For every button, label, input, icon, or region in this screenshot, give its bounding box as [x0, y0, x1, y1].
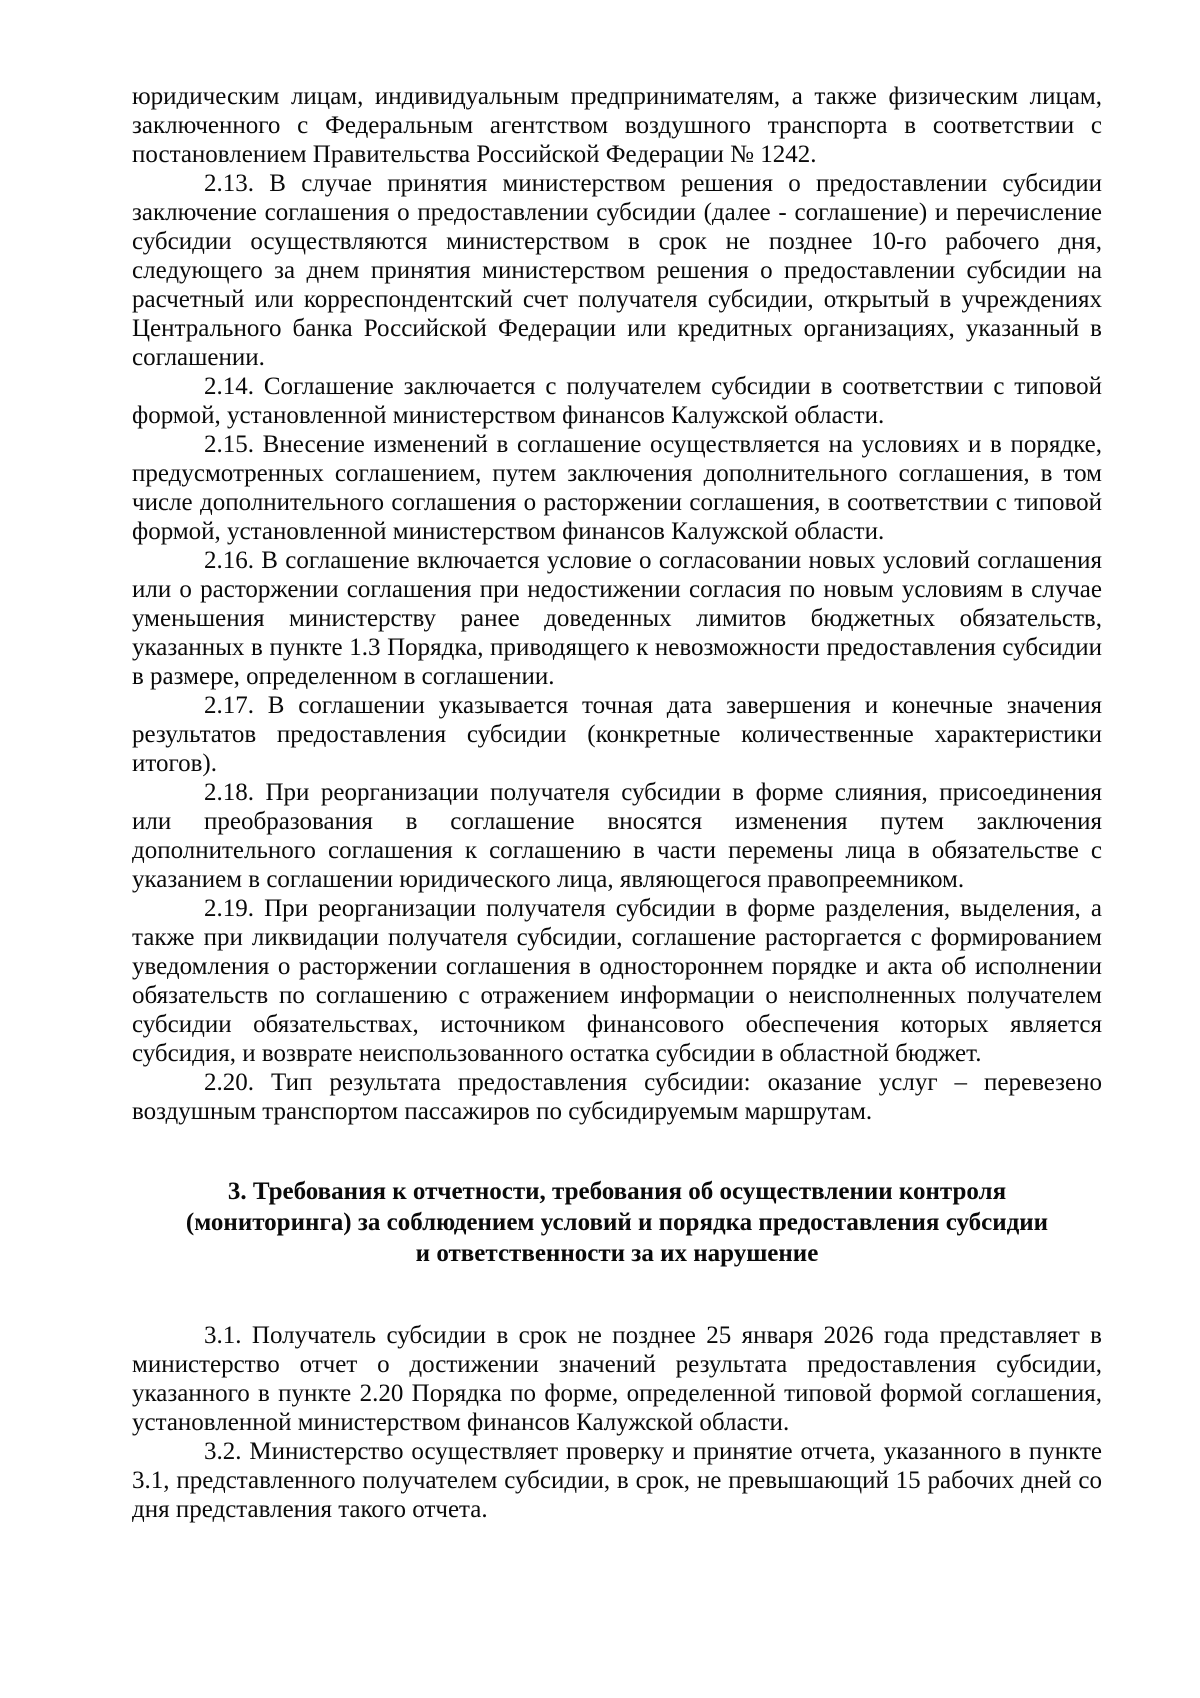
paragraph-2-14: 2.14. Соглашение заключается с получателем субсидии в соответствии с типовой формой, установленной министерством финансов Калужской области. — [132, 373, 1102, 429]
paragraph-3-2: 3.2. Министерство осуществляет проверку и принятие отчета, указанного в пункте 3.1, представленного получателем субсидии, в срок, не превышающий 15 рабочих дней со дня представления такого отчета. — [132, 1438, 1102, 1523]
section-3-heading-line-2: (мониторинга) за соблюдением условий и порядка предоставления субсидии — [185, 1209, 1049, 1236]
paragraph-2-16: 2.16. В соглашение включается условие о согласовании новых условий соглашения или о расторжении соглашения при недостижении согласия по новым условиям в случае уменьшения министерству ранее доведенных лимитов бюджетных обязательств, указанных в пункте 1.3 Порядка, приводящего к невозможности предоставления субсидии в размере, определенном в соглашении. — [132, 547, 1102, 690]
paragraph-2-15: 2.15. Внесение изменений в соглашение осуществляется на условиях и в порядке, предусмотренных соглашением, путем заключения дополнительного соглашения, в том числе дополнительного соглашения о расторжении соглашения, в соответствии с типовой формой, установленной министерством финансов Калужской области. — [132, 431, 1102, 545]
paragraph-2-19: 2.19. При реорганизации получателя субсидии в форме разделения, выделения, а также при ликвидации получателя субсидии, соглашение расторгается с формированием уведомления о расторжении соглашения в одностороннем порядке и акта об исполнении обязательств по соглашению с отражением информации о неисполненных получателем субсидии обязательствах, источником финансового обеспечения которых является субсидия, и возврате неиспользованного остатка субсидии в областной бюджет. — [132, 895, 1102, 1067]
section-3-heading-line-1: 3. Требования к отчетности, требования об осуществлении контроля — [227, 1178, 1007, 1205]
paragraph-2-13: 2.13. В случае принятия министерством решения о предоставлении субсидии заключение соглашения о предоставлении субсидии (далее - соглашение) и перечисление субсидии осуществляются министерством в срок не позднее 10-го рабочего дня, следующего за днем принятия министерством решения о предоставлении субсидии на расчетный или корреспондентский счет получателя субсидии, открытый в учреждениях Центрального банка Российской Федерации или кредитных организациях, указанный в соглашении. — [132, 170, 1102, 371]
section-3-heading — [132, 1176, 1102, 1269]
paragraph-2-18: 2.18. При реорганизации получателя субсидии в форме слияния, присоединения или преобразования в соглашение вносятся изменения путем заключения дополнительного соглашения к соглашению в части перемены лица в обязательстве с указанием в соглашении юридического лица, являющегося правопреемником. — [132, 779, 1102, 893]
paragraph-2-17: 2.17. В соглашении указывается точная дата завершения и конечные значения результатов предоставления субсидии (конкретные количественные характеристики итогов). — [132, 692, 1102, 777]
paragraph-3-1: 3.1. Получатель субсидии в срок не позднее 25 января 2026 года представляет в министерство отчет о достижении значений результата предоставления субсидии, указанного в пункте 2.20 Порядка по форме, определенной типовой формой соглашения, установленной министерством финансов Калужской области. — [132, 1322, 1102, 1436]
paragraph-2-20: 2.20. Тип результата предоставления субсидии: оказание услуг – перевезено воздушным транспортом пассажиров по субсидируемым маршрутам. — [132, 1069, 1102, 1125]
section-3-heading-line-3: и ответственности за их нарушение — [415, 1240, 819, 1267]
paragraph-continuation: юридическим лицам, индивидуальным предпринимателям, а также физическим лицам, заключенного с Федеральным агентством воздушного транспорта в соответствии с постановлением Правительства Российской Федерации № 1242. — [132, 83, 1102, 168]
